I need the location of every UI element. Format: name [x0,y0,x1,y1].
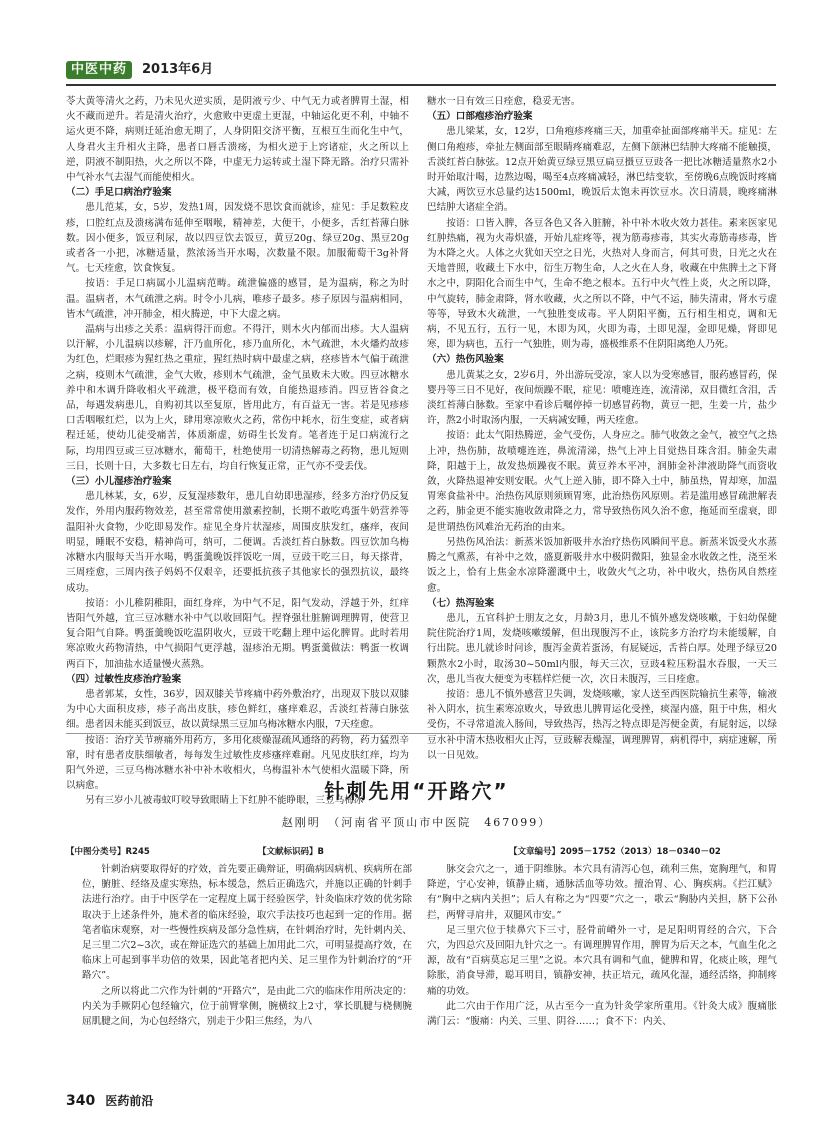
case-heading: （三）小儿湿疹治疗验案 [66,476,172,488]
page-number: 340 [66,1093,96,1109]
paragraph: 针刺治病要取得好的疗效，首先要正确辩证，明确病因病机、疾病所在部位，腑脏、经络及虚实寒热，标本缓急，然后正确选穴，并施以正确的针刺手法进行治疗。由于中医学在一定程度上属于经验医学，针灸临床疗效的优劣除取决于上述条件外，施术者的临床经验，取穴手法技巧也起到一定的作用。据笔者临床观察，对一些慢性疾病及部分急性病，在针刺治疗时，先针刺内关、足三里二穴2~3次，或在辩证选穴的基础上加用此二穴，可明显提高疗效，在临床上可起到事半功倍的效果，因此笔者把内关、足三里作为针刺治疗的“开路穴”。 [82,864,412,982]
paragraph: 按语：此太气阳热腾逆，金气受伤，人身应之。肺气收敛之金气，被空气之热上冲，热伤肺，故喷嚏连连，鼻流清涕，热气上冲上目觉热目珠含泪。肺金失肃降，阳越于上，故发热烦躁夜不眠。黄豆养木平冲，润肺金补津液助降气而资收敛，火降热退神安则安眠。火气上逆入肺，即不降入土中，肺虽热，胃却寒，加温胃寒食盐补中。治热伤风原则须顾胃寒，此治热伤风原则。若是滥用感冒疏泄解表之药，肺金更不能实施收敛肃降之力，常导致热伤风久治不愈，拖延而至虚衰，即是世谓热伤风难治无药治的由来。 [427,430,777,533]
page-footer [66,1093,153,1109]
journal-name: 医药前沿 [105,1094,154,1108]
paragraph: 糖水一日有效三日痊愈，稳妥无害。 [427,96,581,107]
article-right-column [427,862,777,1084]
paragraph: 按语：小儿稚阴稚阳，面红身痒，为中气不足，阳气发动，浮越于外，红痒皆阳气外越，宜三豆冰糖水补中气以收回阳气。捏脊强壮脏腑调理脾胃，使营卫复合阳气自降。鸭蛋羹晚饭吃温阴收火，豆豉干吃翻上理中运化脾胃。此时若用寒凉败火药物清热，中气损阳气更浮越，湿疹治无期。鸭蛋羹做法：鸭蛋一枚调两百下，加油盐水适量慢火蒸熟。 [66,597,409,670]
paragraph: 患儿梁某，女，12岁，口角疱疹疼痛三天，加重牵扯面部疼痛半天。症见：左侧口角疱疹，牵扯左侧面部至眼睛疼痛难忍，左侧下颌淋巴结肿大疼痛不能触摸，舌淡红苔白脉弦。12点开始黄豆绿豆黑豆扁豆摄豆豆豉各一把比冰糖适量熬水2小时开始取汁喝，边熬边喝，喝至4点疼痛减轻，淋巴结变软，至傍晚6点晚饭时疼痛大减，两饮豆水总量约达1500ml，晚饭后太饱未再饮豆水。次日清晨，晚疼痛淋巴结肿大诸症全消。 [427,126,777,214]
paragraph: 另有三岁小儿被毒蚊叮咬导致眼睛上下红肿不能睁眼，三豆乌梅冰 [85,795,364,807]
article-title: 针刺先用“开路穴” [324,779,509,803]
paragraph: 患儿林某，女，6岁，反复湿疹数年，患儿自幼即患湿疹，经多方治疗仍反复发作，外用内服药物效差，甚至常常使用激素控制，长期不敢吃鸡蛋牛奶营养等温阳补火食物，少吃即易发作。症见全身片状湿疹，周围皮肤发红，瘙痒，夜间明显，睡眠不安稳，精神尚可，纳可，二便调。舌淡红苔白脉数。四豆饮加乌梅冰糖水内服每天当开水喝，鸭蛋羹晚饭拌饭吃一周，豆豉干吃三日，每天搽背，三周痊愈，三周内孩子妈妈不仅艰辛，还要抵抗孩子其他家长的强烈抗议，最终成功。 [66,491,409,594]
journal-section-logo: 中医中药 [66,61,132,79]
article-author: 赵刚明 （河南省平顶山市中医院 467099） [281,816,552,829]
case-heading: （四）过敏性皮疹治疗验案 [66,673,182,685]
paragraph: 患者郭某，女性，36岁，因双膝关节疼痛中药外敷治疗，出现双下肢以双膝为中心大面积皮疹，疹子高出皮肤，疹色鲜红，瘙痒难忍，舌淡红苔薄白脉弦细。患者因未能买到饭豆，故以黄绿黑三豆加乌梅冰糖水内服，7天痊愈。 [66,688,409,731]
paragraph: 患儿范某，女，5岁，发热1周，因发烧不思饮食而就诊，症见：手足数粒皮疹，口腔红点及溃疡满布延伸至咽喉，精神差，大便干，小便多，舌红苔薄白脉数。因小便多，饭豆利尿，故以四豆饮去饭豆，黄豆20g、绿豆20g、黑豆20g 或者各一小把，冰糖适量，熬浓汤当开水喝，次数量不限。加服葡萄干3g补肾气。七天痊愈，饮食恢复。 [66,202,409,275]
article-divider [66,733,776,734]
paragraph: 足三里穴位于犊鼻穴下三寸，胫骨前嵴外一寸，是足阳明胃经的合穴，下合穴，为四总穴及回阳九针穴之一。有调理脾胃作用，脾胃为后天之本，气血生化之源，故有“百病莫忘足三里”之说。本穴具有调和气血，健脾和胃，化痰止咳，理气除胀，消食导滞，聪耳明目，镇静安神，扶正培元，疏风化湿，通经活络，抑制疼痛的功效。 [427,924,777,997]
right-column-text [427,94,777,761]
paragraph: 按语：口皆入脾，各豆各色又各入脏腑，补中补木收火效力甚佳。素来医家见红肿热痛，视为火毒炽盛，开始儿症疼等，视为筋毒疹毒，其实火毒筋毒疹毒，皆为木降之火。人体之火犹如天空之日光，火热对人身而言，何其可贵，日光之火在天地普照，收藏土下水中，衍生万物生命，人之火在人身，收藏在中焦脾土之下肾水之中，阴阳化合而生中气，生命不绝之根本。五行中火气性上炎，火之所以降，中气旋转，肺金肃降，肾水收藏，火之所以不降，中气不运，肺失清肃，肾水亏虚等等，导致木火疏泄，一气独胜变成毒。平人阴阳平衡，五行相生相克，调和无病，不见五行，五行一见，木即为风，火即为毒，土即见湿，金即见燥，肾即见寒，即为病也，五行一气独胜，则为毒，盛极维系不住阴阳离绝人乃死。 [427,217,777,351]
case-heading: （五）口部疱疹治疗验案 [427,111,533,123]
paragraph: 此二穴由于作用广泛，从古至今一直为针灸学家所重用。《针灸大成》腹痛胀满门云：“腹痛：内关、三里、阴谷……；食不下：内关、 [427,1000,777,1028]
case-heading: （六）热伤风验案 [427,354,504,366]
left-column-text [66,94,409,807]
paragraph: 脉交会穴之一，通于阴维脉。本穴具有清泻心包，疏利三焦，宽胸理气，和胃降逆，宁心安神，镇静止痛，通脉活血等功效。擅治胃、心、胸疾病。《拦江赋》有“胸中之病内关担”；后人有称之为“四要”穴之一，歌云“胸胁内关担，脐下公孙拦，两臂寻肩井，双腿风市安。” [427,864,777,921]
page-header [66,60,776,82]
paragraph: 按语：患儿不慎外感营卫失调，发烧咳嗽，家人送至西医院输抗生素等，输液补入阴水，抗生素寒凉败火，导致患儿脾胃运化受挫，痰湿内盛，阻于中焦，相火受伤，不寻常道流入肠间，导致热泻，热泻之特点即是泻便金黄，有屁射远，以绿豆水补中清木热收相火止泻，豆豉解表燥湿，调理脾胃，病机得中，病症速解，所以一日见效。 [427,688,777,761]
paragraph: 患儿，五官科护士朋友之女，月龄3月，患儿不慎外感发烧咳嗽，于妇幼保健院住院治疗1周，发烧咳嗽缓解，但出现腹泻不止，该院多方治疗均未能缓解，自行出院。患儿就诊时问诊，腹泻金黄若蛋汤，有屁疑远，舌苔白厚。处理予绿豆20颗熬水2小时，取汤30~50ml内服，每天三次，豆豉4粒压粉温水吞服，一天三次，患儿当夜大便变为枣糕样烂便一次，次日未腹泻，三日痊愈。 [427,612,777,685]
article-left-column [82,862,412,1084]
paragraph: 温病与出疹之关系：温病得汗而愈。不得汗，则木火内郁而出疹。大人温病以汗解，小儿温病以疹解，汗乃血所化，疹乃血所化，木气疏泄，木火燔灼故疹为红色，烂眼疹为猩红热之重症，猩红热时病中最虚之病，痉疹皆木气偏于疏泄之病，疫则木气疏泄，金气大败，疹则木气疏泄，金气虽败未大败。四豆冰糖水养中和木调升降收相火平疏泄，极平稳而有效，自能热退疹消。四豆皆谷食之品，每遇发病患儿，自购初其以至复原，皆用此方，有百益无一害。若是见疹疹口舌咽喉红烂，以为上火，肆用寒凉败火之药，常伤中耗水，衍生变症，或者病程迁延，使幼儿徒受痛苦，体质渐虚，妨碍生长发育。笔者连于足口病流行之际，均用四豆或三豆冰糖水，葡萄干，杜绝使用一切清热解毒之药物，患儿短则三日，长则十日，大多数七日左右，均自行恢复正常，正气亦不受丢伐。 [66,324,409,472]
case-heading: （二）手足口病治疗验案 [66,187,172,199]
classification-number: 【中图分类号】R245 [66,847,150,857]
article-number: 【文章编号】2095－1752（2013）18－0340－02 [509,847,721,857]
issue-date: 2013年6月 [142,62,214,77]
header-rule [66,84,776,86]
paragraph: 按语：治疗关节痹痛外用药方，多用化痰燥湿疏风通络的药物，药力猛烈辛窜，时有患者皮肤细敏者，每每发生过敏性皮疹瘙痒难耐。凡见皮肤红痒，均为阳气外逆，三豆乌梅冰糖水补中补木收相火，乌梅温补木气使相火温暖下降，所以病愈。 [66,734,409,792]
paragraph: 按语：手足口病属小儿温病范畴。疏泄偏盛的感冒，是为温病，称之为时温。温病者，木气疏泄之病。时令小儿病，唯疹子最多。疹子原因与温病相同，皆木气疏泄，冲开肺金，相火腾逆，中下大虚之病。 [66,278,409,320]
paragraph: 另热伤风治法：新蒸米饭加新吸井水治疗热伤风瞬间平息。新蒸米饭受火水蒸腾之气熏蒸，有补中之效，盛夏新吸井水中极阴微阳，独显金水收敛之性，浇至米饭之上，恰有上焦金水凉降灌溉中土，收敛火气之功，补中收火，热伤风自然痊愈。 [427,536,777,594]
paragraph: 苓大黄等清火之药，乃未见火逆实质，是阴液亏少、中气无力或者脾胃土湿，相火不藏而逆升。若是清火治疗，火愈败中更虚土更湿，中轴运化更不利，中轴不运火更不降，病则迁延治愈无期了，人身阴阳交济平衡，互根互生而化生中气，人身君火主升相火主降，患者口唇舌溃疡，为相火逆于上窍诸症，火之所以上逆，阴液不制阳热，火之所以不降，中虚无力运转或土湿下降无路。治疗只需补中气补水气去湿气而能使相火。 [66,96,409,184]
document-code: 【文献标识码】B [258,847,324,857]
paragraph: 之所以将此二穴作为针刺的“开路穴”，是由此二穴的临床作用所决定的：内关为手厥阴心包经输穴，位于前臂掌侧，腕横纹上2寸，掌长肌腱与桡侧腕屈肌腱之间，为心包经络穴，别走于少阳三焦经，为八 [82,985,412,1028]
paragraph: 患儿黄某之女，2岁6月，外出游玩受凉，家人以为受寒感冒，服药感冒药，保婴丹等三日不见好，夜间烦躁不眠，症见：喷嚏连连，流清涕，双目微红含泪，舌淡红苔薄白脉数。至家中看诊后嘱停掉一切感冒药物，黄豆一把，生姜一片，盐少许，熬2小时取汤内服，一天病减安睡，两天痊愈。 [427,369,777,427]
case-heading: （七）热泻验案 [427,597,495,609]
